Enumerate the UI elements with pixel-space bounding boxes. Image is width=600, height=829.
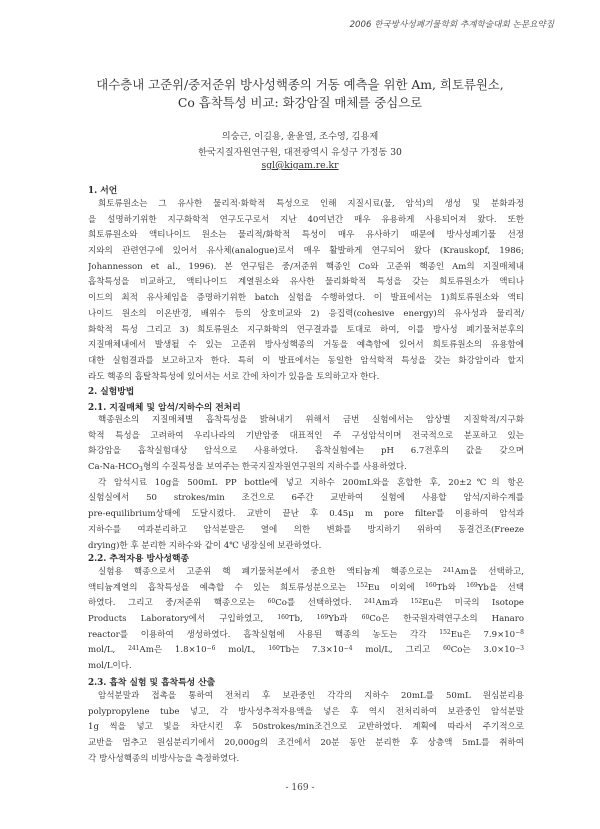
- text-line: 각 방사성핵종의 비방사능을 측정하였다.: [88, 753, 240, 764]
- text-line: 라도 핵종의 흡탈착특성에 있어서는 서로 간에 차이가 있음을 토의하고자 한다.: [88, 371, 380, 382]
- superscript: 160: [277, 613, 289, 621]
- text-line: [88, 596, 524, 612]
- text-run: Eu은 미국의 Isotope: [422, 598, 524, 609]
- section-heading-intro: 1. 서언: [88, 186, 118, 196]
- text-line: [88, 565, 524, 581]
- text-line: 을 설명하기위한 지구화학적 연구도구로서 지난 40여년간 매우 유용하게 사용되어져 왔다. 또한: [88, 214, 524, 225]
- section-heading-2-1: 2.1. 지질매체 및 암석/지하수의 전처리: [88, 403, 241, 413]
- superscript: 169: [466, 582, 478, 590]
- text-line: 암석분말과 접촉을 통하여 전처리 후 보관중인 각각의 지하수 20mL를 50mL 원심분리용: [98, 691, 524, 701]
- section-2-1-paragraph: [88, 413, 524, 554]
- section-heading-methods: 2. 실험방법: [88, 387, 135, 397]
- text-run: reactor를 이용하여 생성하였다. 흡착실험에 사용된 핵종의 농도는 각각: [88, 629, 440, 640]
- text-run: mol/L, 그리고: [352, 645, 444, 656]
- text-line: mol/L이다.: [88, 661, 132, 672]
- text-line: [88, 581, 524, 597]
- text-line: polypropylene tube 넣고, 각 방사성추적자용액을 넣은 후 역시 전처리하여 보관중인 암석분말: [88, 706, 524, 717]
- text-run: Tb와: [436, 582, 467, 593]
- text-line: 희토류원소와 액티나이드 원소는 물리적/화학적 특성이 매우 유사하기 때문에 방사성폐기물 선정: [88, 230, 524, 241]
- text-line: [88, 628, 524, 644]
- text-line: [88, 643, 524, 659]
- title-line-1: 대수층내 고준위/중저준위 방사성핵종의 거동 예측을 위한 Am, 희토류원소,: [96, 77, 504, 92]
- text-run: Yb을 선택: [477, 582, 524, 593]
- author-affiliation: 한국지질자원연구원, 대전광역시 유성구 가정동 30: [198, 147, 402, 158]
- title-line-2: Co 흡착특성 비교: 화강암질 매체를 중심으로: [177, 95, 423, 110]
- text-line: 화학적 특성 그리고 3) 희토류원소 지구화학의 연구결과를 토대로 하여, 이를 방사성 폐기물처분후의: [88, 324, 524, 335]
- text-run: mol/L,: [88, 645, 129, 656]
- text-line: 지질매체내에서 발생될 수 있는 고준위 방사성핵종의 거동을 예측함에 있어서 희토류원소의 유용함에: [88, 340, 524, 351]
- section-heading-2-2: 2.2. 추적자용 방사성핵종: [88, 554, 189, 564]
- text-run: Am을 선택하고,: [454, 567, 524, 577]
- superscript: 241: [128, 645, 140, 653]
- text-line: [88, 612, 524, 628]
- text-run: Tb는 7.3×10: [279, 645, 344, 656]
- text-run: Eu 이외에: [367, 582, 426, 593]
- running-head: 2006 한국방사성폐기물학회 추계학술대회 논문요약집: [349, 20, 554, 30]
- superscript: 152: [356, 582, 368, 590]
- text-line: pre-equilibrium상태에 도달시켰다. 교반이 끝난 후 0.45μ m pore filter를 이용하여 암석과: [88, 509, 524, 520]
- text-run: Tb,: [288, 614, 317, 625]
- text-line: 흡착특성을 비교하고, 액티나이드 계열원소와 유사한 물리화학적 특성을 갖는 희토류원소가 액티나: [88, 277, 524, 288]
- author-names: 의숭근, 이길용, 윤윤열, 조수영, 김용제: [221, 131, 379, 142]
- superscript: 169: [316, 613, 329, 621]
- superscript: 60: [443, 645, 451, 653]
- section-2-3-paragraph: [88, 689, 524, 767]
- superscript: 60: [267, 597, 276, 605]
- text-run: Co은 한국원자력연구소의 Hanaro: [369, 614, 524, 625]
- page-number: - 169 -: [285, 783, 315, 793]
- text-line: 지와의 관련연구에 있어서 유사체(analogue)로서 매우 활발하게 연구되어 왔다 (Krauskopf, 1986;: [88, 246, 524, 257]
- subscript: 3: [139, 465, 143, 473]
- text-line: 나이드 원소의 이온반경, 배위수 등의 상호비교와 2) 응집력(cohesive energy)의 유사성과 물리적/: [88, 308, 524, 319]
- superscript: −8: [515, 629, 524, 637]
- text-run: Eu은 7.9×10: [450, 629, 516, 640]
- text-line: 화강암을 흡착실험대상 암석으로 사용하였다. 흡착실험에는 pH 6.7전후의 값을 갖으며: [88, 446, 524, 457]
- superscript: 160: [425, 582, 437, 590]
- superscript: 60: [361, 613, 370, 621]
- superscript: −4: [343, 645, 353, 653]
- text-line: 대한 실험결과를 보고하고자 한다. 특히 이 발표에서는 동일한 암석학적 특성을 갖는 화강암이라 할지: [88, 355, 524, 366]
- superscript: 241: [364, 597, 376, 605]
- water-type-prefix: Ca-Na-HCO: [88, 462, 139, 473]
- text-line: 실험실에서 50 strokes/min 조건으로 6주간 교반하여 실험에 사용할 암석/지하수계를: [88, 493, 524, 504]
- text-line: Johannesson et al., 1996). 본 연구팀은 중/저준위 핵종인 Co와 고준위 핵종인 Am의 지질매체내: [88, 261, 524, 272]
- text-line: [88, 460, 524, 476]
- text-run: Co를 선택하였다.: [275, 598, 365, 609]
- superscript: −3: [515, 645, 524, 653]
- text-line: 핵종원소의 지질매체별 흡착특성을 밝혀내기 위해서 금번 실험에서는 암상별 지질학적/지구화: [98, 415, 524, 425]
- text-run: Co는 3.0×10: [450, 645, 516, 656]
- text-run: 액티늄계열의 흡착특성을 예측할 수 있는 희토류성분으로는: [88, 582, 357, 593]
- text-run: 하였다. 그리고 중/저준위 핵종으로는: [88, 598, 268, 609]
- text-line: 각 암석시료 10g을 500mL PP bottle에 넣고 지하수 200mL와을 혼합한 후, 20±2℃의 항온: [98, 477, 524, 488]
- water-type-suffix: 형의 수질특성을 보여주는 한국지질자원연구원의 지하수를 사용하였다.: [142, 462, 407, 473]
- superscript: 160: [268, 645, 280, 653]
- text-line: 교반을 멈추고 원심분리기에서 20,000g의 조건에서 20분 동안 분리한 후 상층액 5mL를 취하여: [88, 738, 524, 749]
- text-run: Am과: [375, 598, 411, 609]
- section-2-2-paragraph: [88, 565, 524, 675]
- superscript: −6: [206, 645, 216, 653]
- text-run: Am은 1.8×10: [139, 645, 207, 656]
- text-run: mol/L,: [215, 645, 269, 656]
- text-line: 학적 특성을 고려하여 우리나라의 기반암중 대표적인 주 구성암석이며 전국적으로 분포하고 있는: [88, 430, 524, 441]
- superscript: 152: [410, 597, 423, 605]
- superscript: 241: [443, 566, 455, 574]
- superscript: 152: [439, 629, 451, 637]
- text-line: drying)한 후 분리한 지하수와 같이 4℃ 냉장실에 보관하였다.: [88, 540, 322, 551]
- text-line: 희토류원소는 그 유사한 물리적·화학적 특성으로 인해 지질시료(물, 암석)의 생성 및 분화과정: [98, 199, 524, 209]
- author-email[interactable]: sgl@kigam.re.kr: [261, 160, 339, 171]
- text-line: 지하수를 여과분리하고 암석분말은 열에 의한 변화를 방지하기 위하여 동결건조(Freeze: [88, 524, 524, 535]
- text-line: 1g 씩을 넣고 빛을 차단시킨 후 50strokes/min조건으로 교반하였다. 계획에 따라서 주기적으로: [88, 722, 524, 733]
- intro-paragraph: [88, 197, 524, 385]
- section-heading-2-3: 2.3. 흡착 실험 및 흡착특성 산출: [88, 678, 216, 688]
- text-run: Products Laboratory에서 구입하였고,: [88, 614, 278, 625]
- text-line: 이드의 최적 유사체임을 증명하기위한 batch 실험을 수행하였다. 이 발표에서는 1)희토류원소와 액티: [88, 293, 524, 304]
- text-run: Yb과: [328, 614, 362, 625]
- text-run: 실험용 핵종으로서 고준위 핵 폐기물처분에서 중요한 액티늄계 핵종으로는: [98, 567, 444, 577]
